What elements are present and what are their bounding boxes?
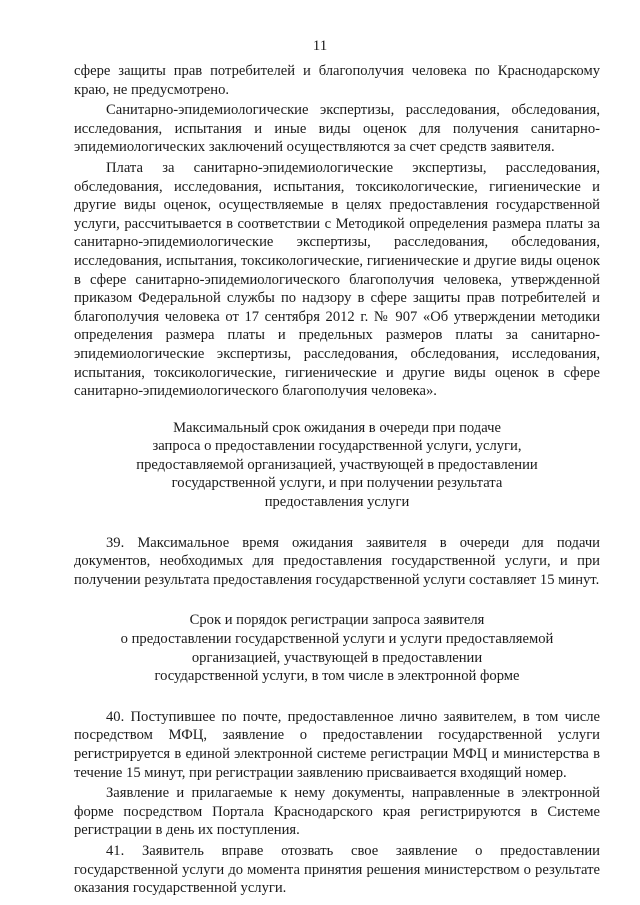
page-number: 11 <box>312 38 328 54</box>
section-heading-waiting-time <box>74 419 600 512</box>
heading-line: предоставляемой организацией, участвующей в предоставлении <box>136 456 538 473</box>
section-heading-registration <box>74 611 600 685</box>
heading-line: организацией, участвующей в предоставлении <box>191 649 483 666</box>
heading-line: Срок и порядок регистрации запроса заявителя <box>189 612 485 629</box>
paragraph-continuation: сфере защиты прав потребителей и благополучия человека по Краснодарскому краю, не предусмотрено. <box>74 63 600 98</box>
heading-line: предоставления услуги <box>264 494 410 511</box>
heading-line: государственной услуги, в том числе в электронной форме <box>154 668 520 685</box>
heading-line: о предоставлении государственной услуги и услуги предоставляемой <box>120 631 554 648</box>
paragraph-expertise-funding: Санитарно-эпидемиологические экспертизы, расследования, обследования, исследования, испытания и иные виды оценок для получения санитарно-эпидемиологических заключений осуществляются за счет средств заявителя. <box>74 102 600 156</box>
document-body <box>74 62 600 898</box>
heading-line: запроса о предоставлении государственной услуги, услуги, <box>152 438 522 455</box>
heading-line: государственной услуги, и при получении результата <box>171 475 503 492</box>
paragraph-40-electronic: Заявление и прилагаемые к нему документы, направленные в электронной форме посредством Портала Краснодарского края регистрируются в Системе регистрации в день их поступления. <box>74 785 600 839</box>
heading-line: Максимальный срок ожидания в очереди при подаче <box>173 419 501 436</box>
paragraph-fee-calculation: Плата за санитарно-эпидемиологические экспертизы, расследования, обследования, исследования, испытания, токсикологические, гигиенические и другие виды оценок, осуществляемые в целях предоставления государственной услуги, рассчитывается в соответствии с Методикой определения размера платы за санитарно-эпидемиологические экспертизы, расследования, обследования, исследования, испытания, токсикологические, гигиенические и другие виды оценок в сфере санитарно-эпидемиологического благополучия человека, утвержденной приказом Федеральной службы по надзору в сфере защиты прав потребителей и благополучия человека от 17 сентября 2012 г. № 907 «Об утверждении методики определения размера платы и предельных размеров платы за санитарно-эпидемиологические экспертизы, расследования, обследования, исследования, испытания, токсикологические, гигиенические и другие виды оценок в сфере санитарно-эпидемиологического благополучия человека». <box>74 159 600 400</box>
paragraph-40: 40. Поступившее по почте, предоставленное лично заявителем, в том числе посредством МФЦ, заявление о предоставлении государственной услуги регистрируется в единой электронной системе регистрации МФЦ и министерства в течение 15 минут, при регистрации заявлению присваивается входящий номер. <box>74 708 600 781</box>
paragraph-41: 41. Заявитель вправе отозвать свое заявление о предоставлении государственной услуги до момента принятия решения министерством о результате оказания государственной услуги. <box>74 842 600 897</box>
paragraph-39: 39. Максимальное время ожидания заявителя в очереди для подачи документов, необходимых для предоставления государственной услуги, и при получении результата предоставления государственной услуги составляет 15 минут. <box>74 534 600 588</box>
